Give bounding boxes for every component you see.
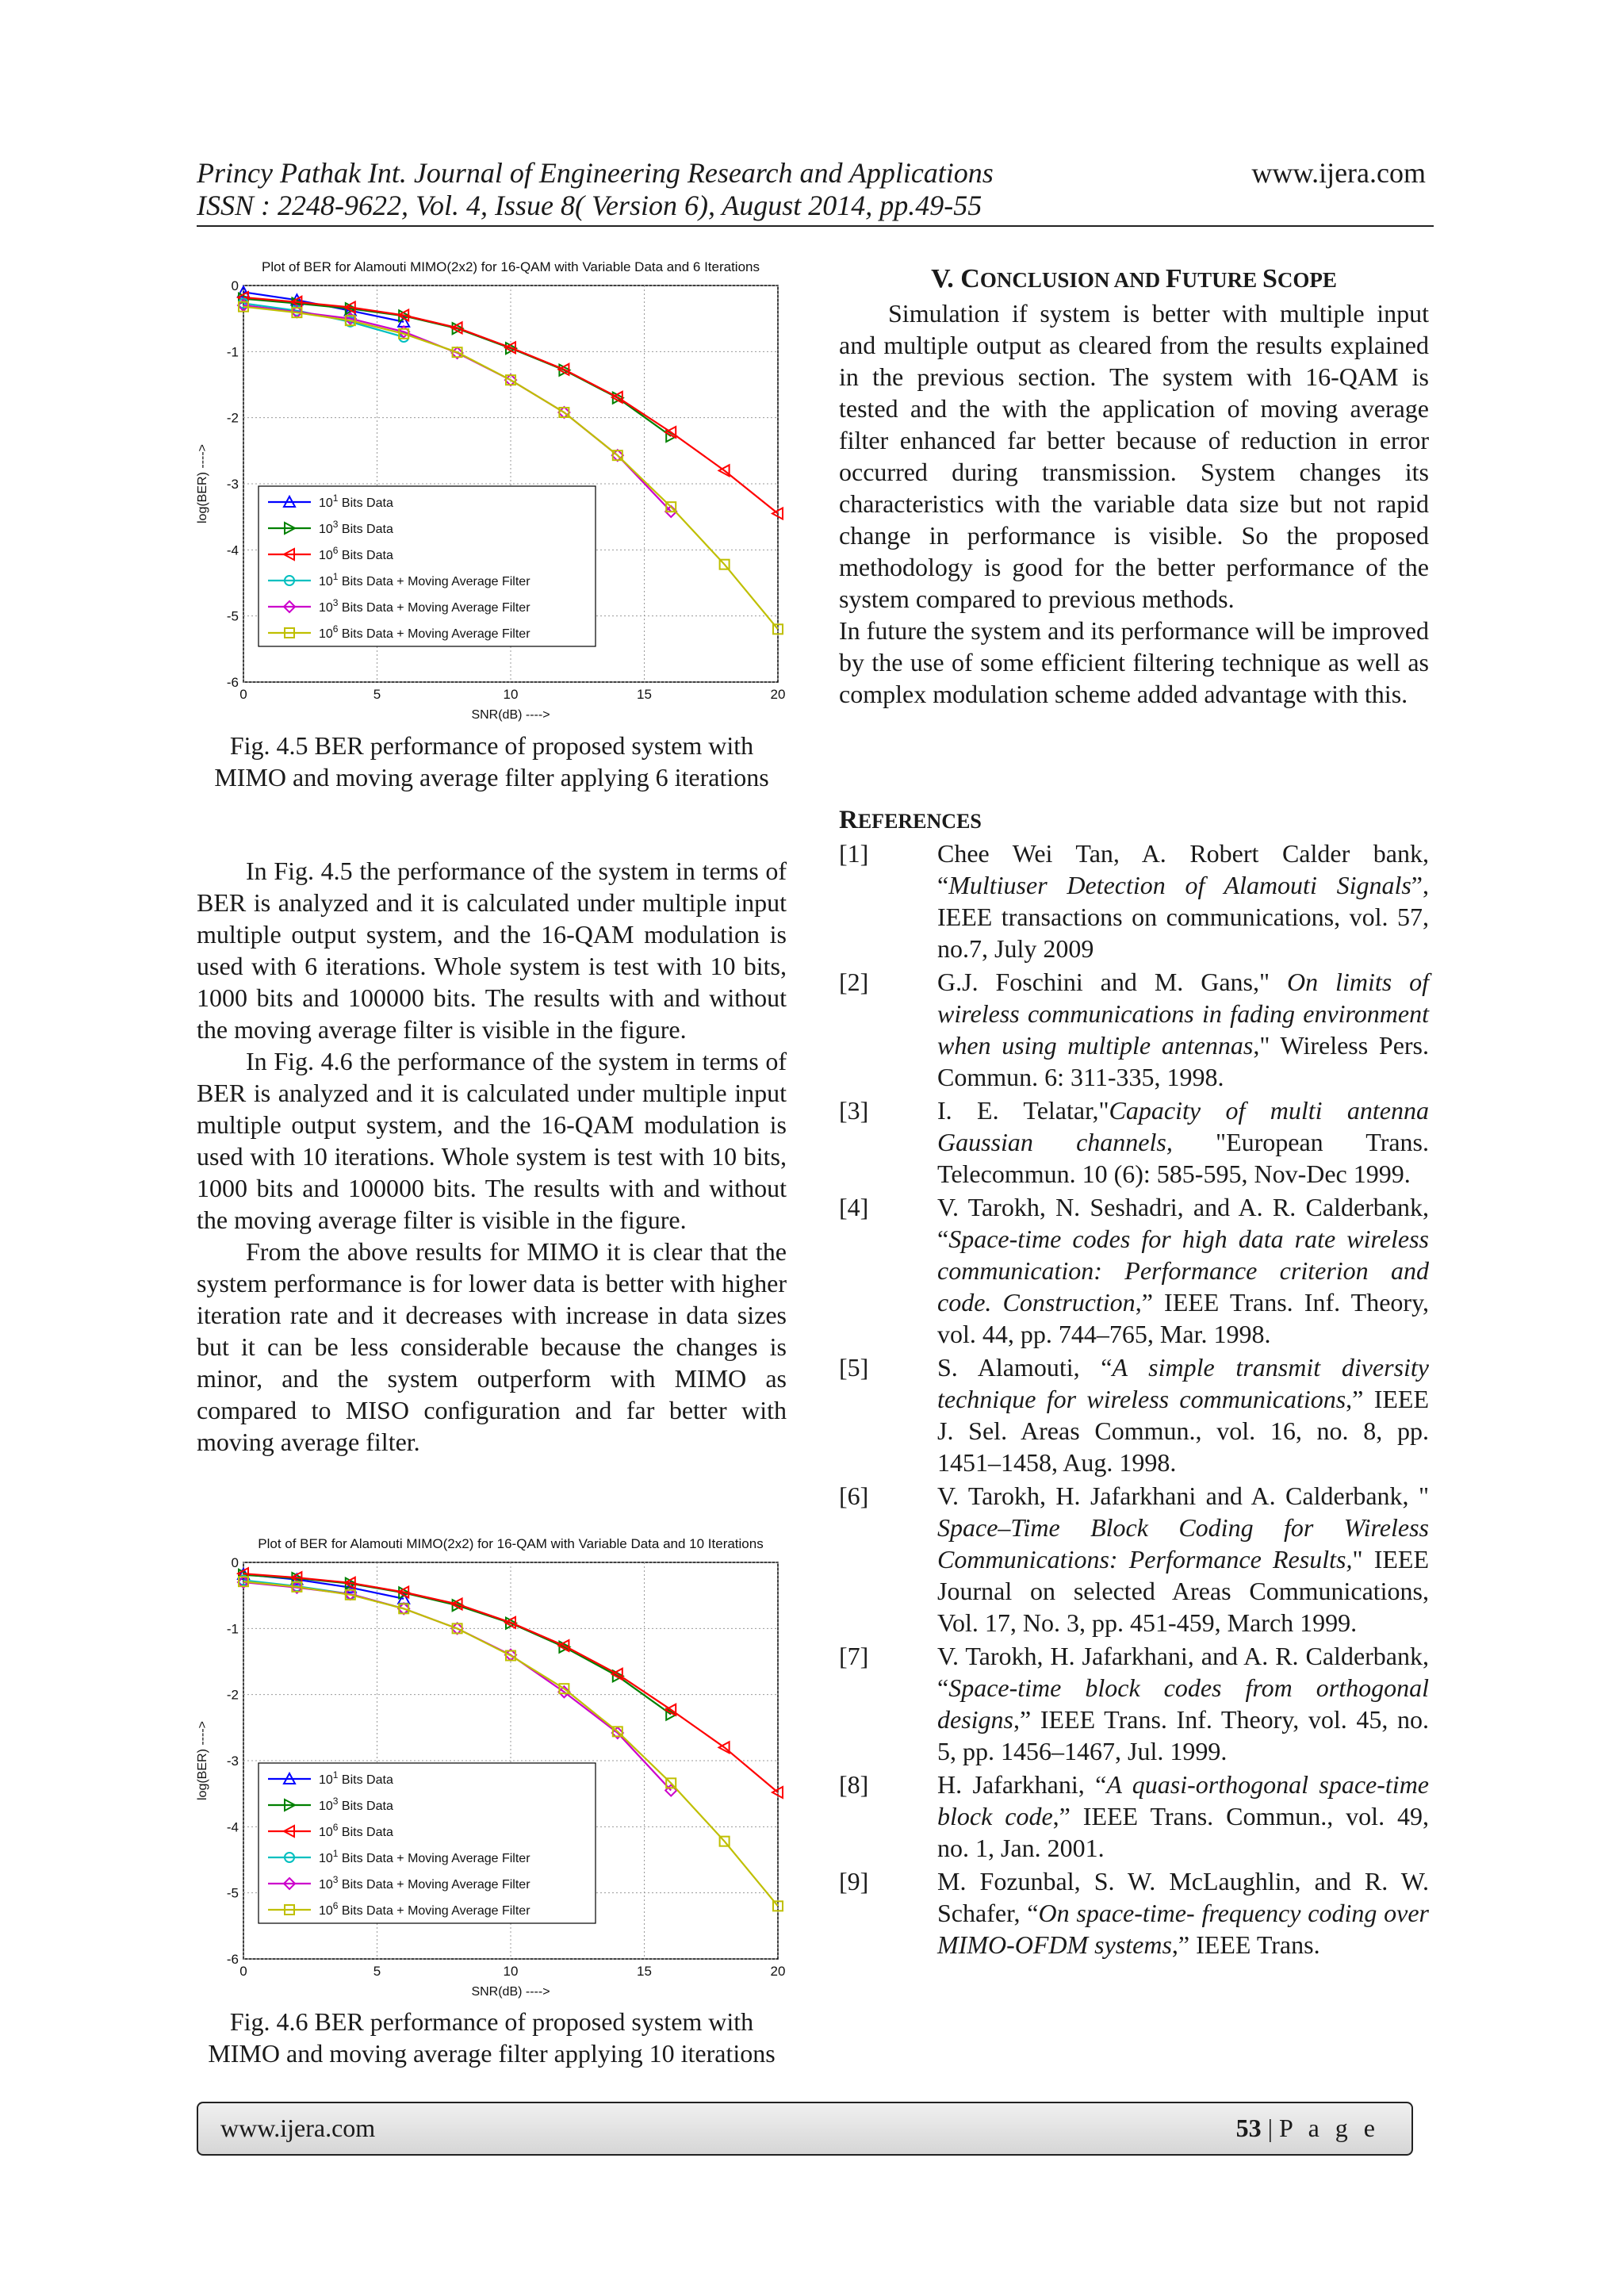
header-url[interactable]: www.ijera.com bbox=[1251, 157, 1426, 189]
y-tick-label: -3 bbox=[226, 477, 239, 492]
y-tick-label: -1 bbox=[226, 344, 239, 360]
ber-chart-6-iterations bbox=[190, 254, 809, 801]
paragraph-fig46-discussion: In Fig. 4.6 the performance of the system in terms of BER is analyzed and it is calculated under multiple input multiple output system, and the 16-QAM modulation is used with 10 iterations. Whole system is test with 10 bits, 1000 bits and 100000 bits. The results with and without the moving average filter is visible in the figure. bbox=[197, 1047, 787, 1234]
x-tick-label: 10 bbox=[503, 687, 519, 702]
x-tick-label: 20 bbox=[770, 1964, 786, 1979]
reference-number: [9] bbox=[839, 1867, 869, 1895]
legend-entry: $10^1$ Bits Data bbox=[319, 493, 393, 510]
y-tick-label: 0 bbox=[231, 1555, 239, 1570]
reference-text: S. Alamouti, “A simple transmit diversity technique for wireless communications,” IEEE J. Sel. Areas Commun., vol. 16, no. 8, pp. 1451–1458, Aug. 1998. bbox=[937, 1353, 1430, 1477]
section-title-references: REFERENCES bbox=[839, 806, 982, 834]
reference-text: V. Tarokh, N. Seshadri, and A. R. Calderbank, “Space-time codes for high data rate wireless communication: Performance criterion and code. Construction,” IEEE Trans. Inf. Theory, vol. 44, pp. 744–765, Mar. 1998. bbox=[937, 1193, 1430, 1348]
y-tick-label: -2 bbox=[226, 410, 239, 426]
y-tick-label: -2 bbox=[226, 1687, 239, 1703]
y-tick-label: -1 bbox=[226, 1621, 239, 1637]
ber-chart-6-iterations-svg bbox=[190, 254, 809, 801]
reference-item bbox=[839, 1351, 1429, 1478]
x-axis-label: SNR(dB) ----> bbox=[471, 1985, 550, 1999]
reference-title: Space-time codes for high data rate wireless communication: Performance criterion and code. Construction bbox=[937, 1225, 1429, 1317]
legend-entry: $10^6$ Bits Data bbox=[319, 1822, 393, 1839]
y-tick-label: -4 bbox=[226, 542, 239, 558]
reference-item bbox=[839, 838, 1429, 964]
footer-url[interactable]: www.ijera.com bbox=[220, 2114, 376, 2142]
x-tick-label: 15 bbox=[637, 687, 652, 702]
x-tick-label: 20 bbox=[770, 687, 786, 702]
reference-item bbox=[839, 1094, 1429, 1190]
ber-chart-10-iterations bbox=[190, 1531, 809, 2078]
conclusion-paragraph: Simulation if system is better with multiple input and multiple output as cleared from the results explained in the previous section. The system with 16-QAM is tested and the with the application of moving average filter enhanced far better because of reduction in error occurred during transmission. System changes its characteristics with the variable data size but not rapid change in performance is visible. So the proposed methodology is good for the better performance of the system compared to previous methods. bbox=[839, 299, 1429, 613]
reference-item bbox=[839, 1480, 1429, 1639]
figure-caption-4-6: Fig. 4.6 BER performance of proposed system with MIMO and moving average filter applying 10 iterations bbox=[208, 2007, 776, 2068]
reference-text: I. E. Telatar,"Capacity of multi antenna Gaussian channels, "European Trans. Telecommun. 10 (6): 585-595, Nov-Dec 1999. bbox=[937, 1096, 1430, 1188]
x-tick-label: 5 bbox=[373, 1964, 381, 1979]
x-tick-label: 15 bbox=[637, 1964, 652, 1979]
left-column-body bbox=[197, 855, 787, 1458]
reference-title: Space–Time Block Coding for Wireless Communications: Performance Results, bbox=[937, 1513, 1429, 1573]
reference-title: A simple transmit diversity technique for wireless communications bbox=[937, 1353, 1430, 1413]
legend-entry: $10^6$ Bits Data + Moving Average Filter bbox=[319, 623, 530, 641]
future-scope-paragraph: In future the system and its performance will be improved by the use of some efficient filtering technique as well as complex modulation scheme added advantage with this. bbox=[839, 616, 1429, 708]
reference-number: [4] bbox=[839, 1193, 869, 1221]
reference-title: Space-time block codes from orthogonal designs bbox=[937, 1673, 1429, 1734]
chart-title: Plot of BER for Alamouti MIMO(2x2) for 16-QAM with Variable Data and 10 Iterations bbox=[258, 1536, 764, 1551]
x-axis-label: SNR(dB) ----> bbox=[471, 708, 550, 722]
reference-item bbox=[839, 966, 1429, 1093]
reference-number: [6] bbox=[839, 1481, 869, 1510]
reference-text: G.J. Foschini and M. Gans," On limits of wireless communications in fading environment when using multiple antennas," Wireless Pers. Commun. 6: 311-335, 1998. bbox=[937, 968, 1430, 1091]
figure-caption-4-5: Fig. 4.5 BER performance of proposed system with MIMO and moving average filter applying 6 iterations bbox=[214, 731, 769, 792]
y-axis-label: log(BER) ----> bbox=[196, 443, 209, 524]
reference-list bbox=[839, 838, 1429, 1961]
x-tick-label: 0 bbox=[239, 1964, 247, 1979]
reference-text: Chee Wei Tan, A. Robert Calder bank, “Multiuser Detection of Alamouti Signals”, IEEE transactions on communications, vol. 57, no.7, July 2009 bbox=[937, 839, 1429, 963]
page-footer bbox=[197, 2102, 1413, 2156]
reference-item bbox=[839, 1769, 1429, 1864]
chart-title: Plot of BER for Alamouti MIMO(2x2) for 16-QAM with Variable Data and 6 Iterations bbox=[262, 259, 760, 274]
legend-entry: $10^6$ Bits Data + Moving Average Filter bbox=[319, 1900, 530, 1918]
y-tick-label: -5 bbox=[226, 608, 239, 624]
paragraph-fig45-discussion: In Fig. 4.5 the performance of the system in terms of BER is analyzed and it is calculated under multiple input multiple output system, and the 16-QAM modulation is used with 6 iterations. Whole system is test with 10 bits, 1000 bits and 100000 bits. The results with and without the moving average filter is visible in the figure. bbox=[197, 857, 787, 1044]
legend-entry: $10^3$ Bits Data + Moving Average Filter bbox=[319, 1874, 530, 1892]
paragraph-mimo-results: From the above results for MIMO it is clear that the system performance is for lower data is better with higher iteration rate and it decreases with increase in data sizes but it can be less considerable because the changes is minor, and the system outperform with MIMO as compared to MISO configuration and far better with moving average filter. bbox=[197, 1237, 787, 1456]
references-section bbox=[839, 804, 1429, 1962]
running-header-issn: ISSN : 2248-9622, Vol. 4, Issue 8( Version 6), August 2014, pp.49-55 bbox=[197, 190, 982, 221]
x-tick-label: 0 bbox=[239, 687, 247, 702]
legend-entry: $10^1$ Bits Data + Moving Average Filter bbox=[319, 571, 530, 588]
reference-number: [7] bbox=[839, 1642, 869, 1670]
header-rule bbox=[197, 225, 1434, 227]
y-tick-label: -5 bbox=[226, 1885, 239, 1901]
legend-entry: $10^6$ Bits Data bbox=[319, 545, 393, 562]
reference-title: A quasi-orthogonal space-time block code bbox=[937, 1770, 1430, 1830]
legend-entry: $10^3$ Bits Data + Moving Average Filter bbox=[319, 597, 530, 615]
reference-item bbox=[839, 1865, 1429, 1961]
section-title-conclusion: V. CONCLUSION AND FUTURE SCOPE bbox=[931, 264, 1337, 293]
chart-legend bbox=[259, 1763, 596, 1923]
reference-text: H. Jafarkhani, “A quasi-orthogonal space-time block code,” IEEE Trans. Commun., vol. 49, no. 1, Jan. 2001. bbox=[937, 1770, 1430, 1862]
reference-number: [3] bbox=[839, 1096, 869, 1125]
reference-title: On limits of wireless communications in fading environment when using multiple antennas bbox=[937, 968, 1430, 1060]
y-tick-label: -6 bbox=[226, 675, 239, 690]
reference-number: [1] bbox=[839, 839, 869, 868]
y-tick-label: -3 bbox=[226, 1754, 239, 1769]
ber-chart-10-iterations-svg bbox=[190, 1531, 809, 2078]
x-tick-label: 10 bbox=[503, 1964, 519, 1979]
conclusion-section bbox=[839, 263, 1429, 710]
footer-page-number: 53 | P a g e bbox=[1235, 2114, 1380, 2142]
reference-item bbox=[839, 1640, 1429, 1767]
running-header-journal: Princy Pathak Int. Journal of Engineering Research and Applications bbox=[197, 157, 994, 189]
reference-number: [5] bbox=[839, 1353, 869, 1382]
y-tick-label: -4 bbox=[226, 1819, 239, 1835]
y-tick-label: -6 bbox=[226, 1952, 239, 1967]
reference-text: V. Tarokh, H. Jafarkhani, and A. R. Calderbank, “Space-time block codes from orthogonal designs,” IEEE Trans. Inf. Theory, vol. 45, no. 5, pp. 1456–1467, Jul. 1999. bbox=[937, 1642, 1429, 1765]
legend-entry: $10^1$ Bits Data bbox=[319, 1769, 393, 1787]
reference-title: On space-time- frequency coding over MIMO-OFDM systems bbox=[937, 1899, 1429, 1959]
reference-item bbox=[839, 1191, 1429, 1350]
reference-number: [8] bbox=[839, 1770, 869, 1799]
reference-title: Multiuser Detection of Alamouti Signals bbox=[948, 871, 1411, 899]
reference-text: M. Fozunbal, S. W. McLaughlin, and R. W. Schafer, “On space-time- frequency coding over MIMO-OFDM systems,” IEEE Trans. bbox=[937, 1867, 1429, 1959]
y-tick-label: 0 bbox=[231, 278, 239, 293]
reference-title: Capacity of multi antenna Gaussian channels, bbox=[937, 1096, 1430, 1156]
reference-number: [2] bbox=[839, 968, 869, 996]
x-tick-label: 5 bbox=[373, 687, 381, 702]
legend-entry: $10^3$ Bits Data bbox=[319, 1796, 393, 1813]
reference-text: V. Tarokh, H. Jafarkhani and A. Calderbank, " Space–Time Block Coding for Wireless Communications: Performance Results," IEEE Journal on selected Areas Communications, Vol. 17, No. 3, pp. 451-459, March 1999. bbox=[937, 1481, 1430, 1637]
legend-entry: $10^3$ Bits Data bbox=[319, 519, 393, 536]
legend-entry: $10^1$ Bits Data + Moving Average Filter bbox=[319, 1848, 530, 1865]
y-axis-label: log(BER) ----> bbox=[196, 1720, 209, 1801]
chart-legend bbox=[259, 486, 596, 646]
